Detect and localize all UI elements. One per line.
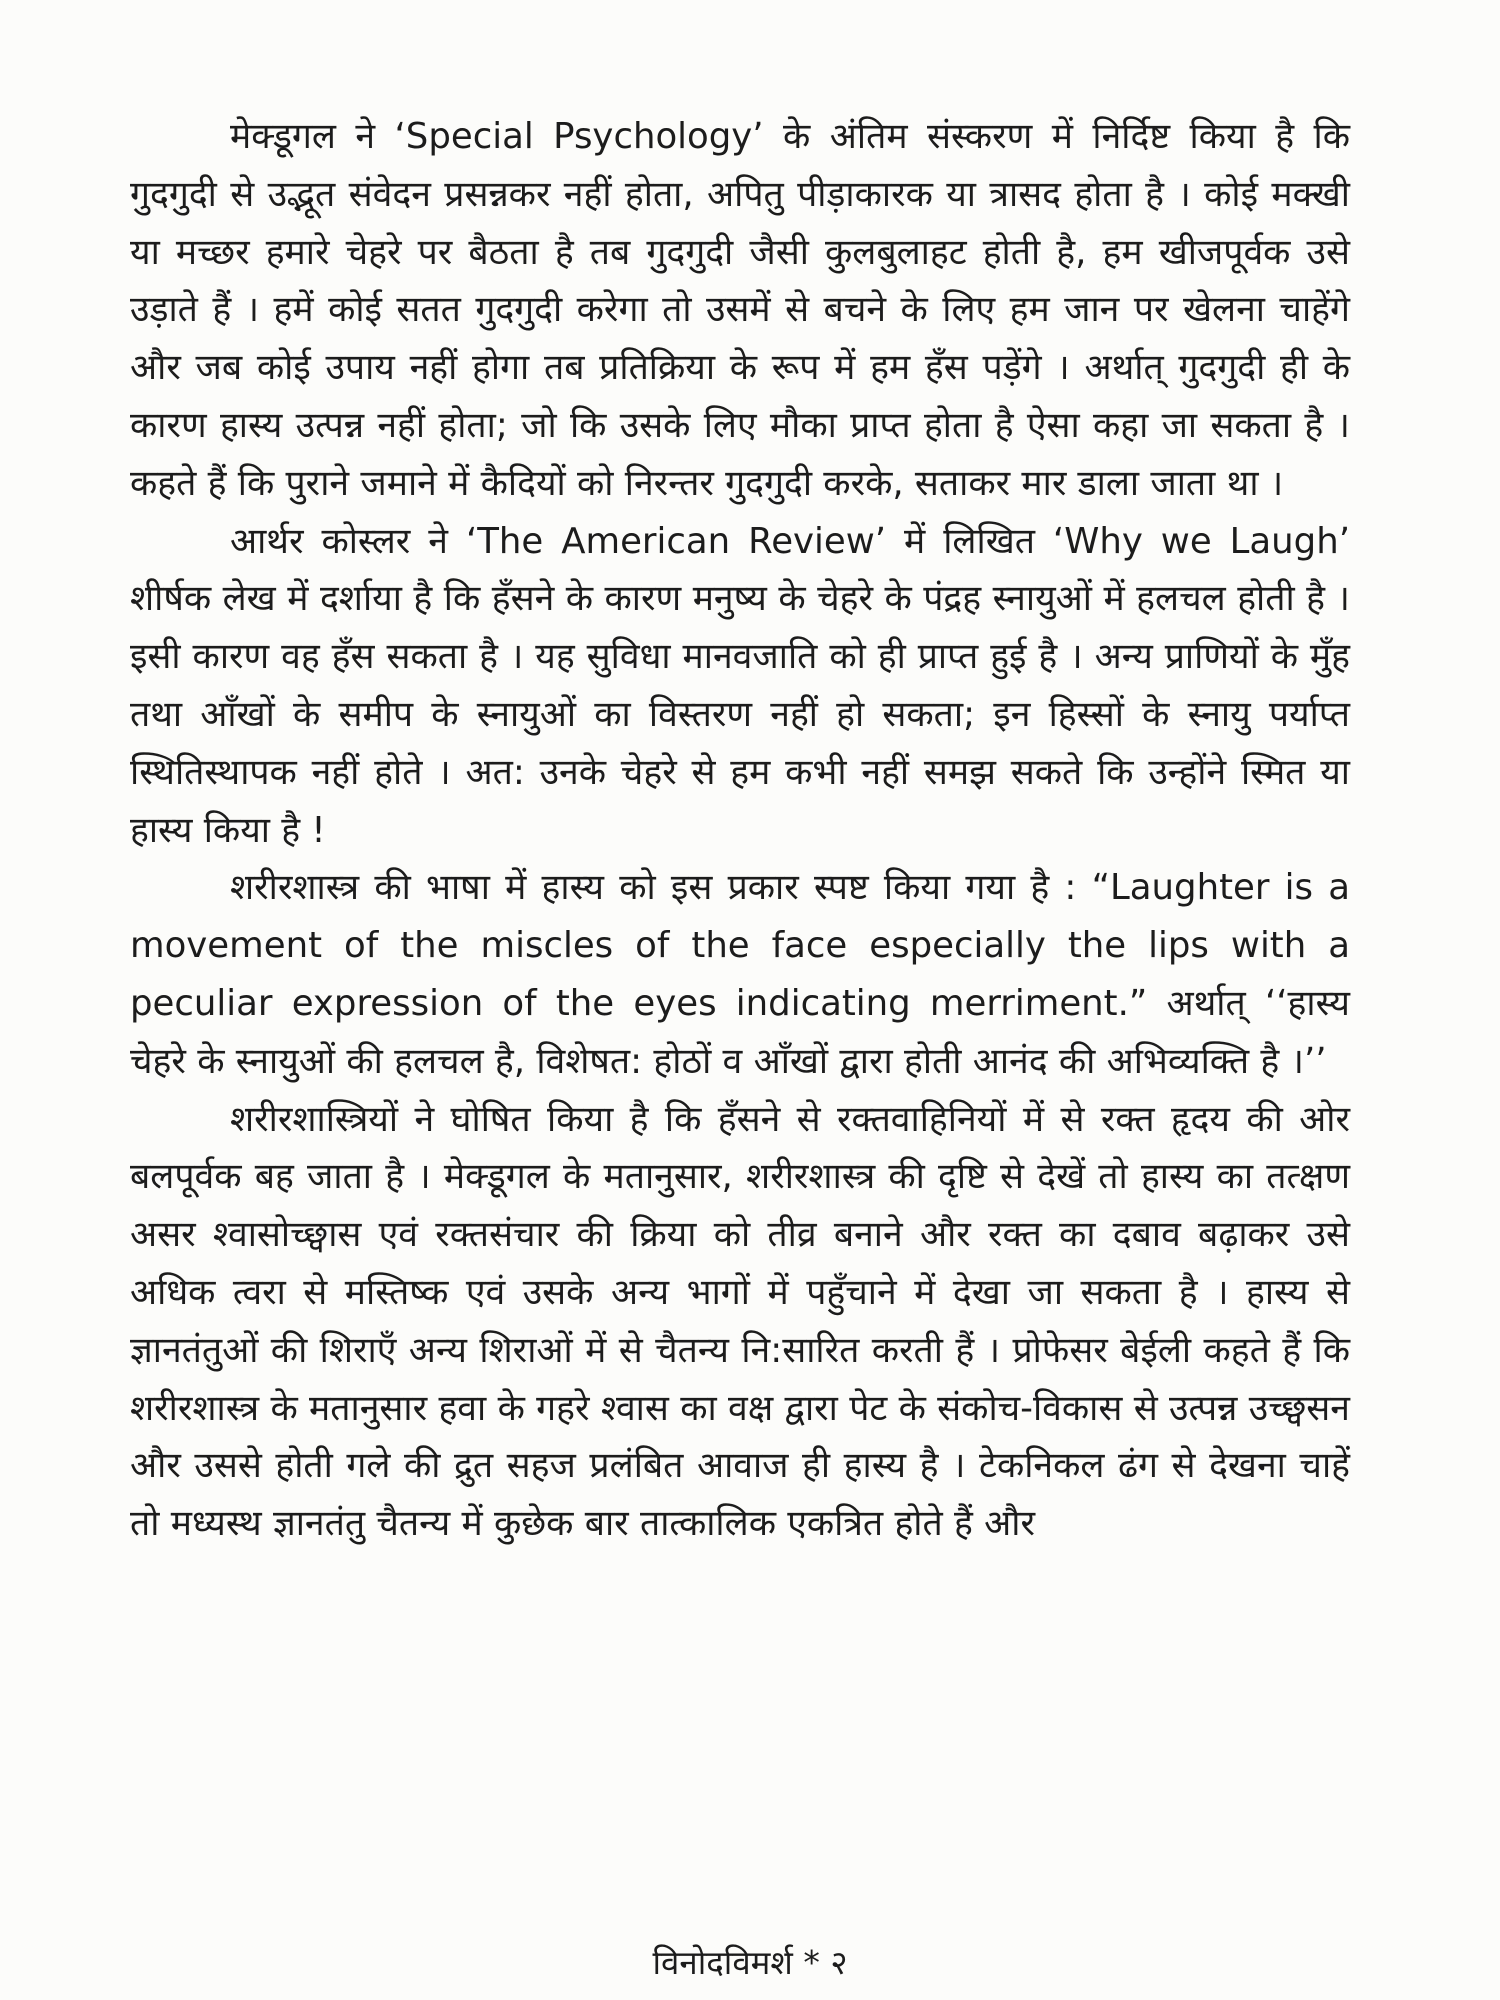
page-body [130, 108, 1350, 1553]
paragraph-physiology-definition: शरीरशास्त्र की भाषा में हास्य को इस प्रकार स्पष्ट किया गया है : “Laughter is a movement of the miscles of the face especially the lips with a peculiar expression of the eyes indicating merriment.” अर्थात् ‘‘हास्य चेहरे के स्नायुओं की हलचल है, विशेषत: होठों व आँखों द्वारा होती आनंद की अभिव्यक्ति है ।’’ [130, 867, 1350, 1082]
paragraph-koestler-why-we-laugh: आर्थर कोस्लर ने ‘The American Review’ में लिखित ‘Why we Laugh’ शीर्षक लेख में दर्शाया है कि हँसने के कारण मनुष्य के चेहरे के पंद्रह स्नायुओं में हलचल होती है । इसी कारण वह हँस सकता है । यह सुविधा मानवजाति को ही प्राप्त हुई है । अन्य प्राणियों के मुँह तथा आँखों के समीप के स्नायुओं का विस्तरण नहीं हो सकता; इन हिस्सों के स्नायु पर्याप्त स्थितिस्थापक नहीं होते । अत: उनके चेहरे से हम कभी नहीं समझ सकते कि उन्होंने स्मित या हास्य किया है ! [130, 520, 1350, 851]
paragraph-mcdougall-tickling: मेक्डूगल ने ‘Special Psychology’ के अंतिम संस्करण में निर्दिष्ट किया है कि गुदगुदी से उद्भूत संवेदन प्रसन्नकर नहीं होता, अपितु पीड़ाकारक या त्रासद होता है । कोई मक्खी या मच्छर हमारे चेहरे पर बैठता है तब गुदगुदी जैसी कुलबुलाहट होती है, हम खीजपूर्वक उसे उड़ाते हैं । हमें कोई सतत गुदगुदी करेगा तो उसमें से बचने के लिए हम जान पर खेलना चाहेंगे और जब कोई उपाय नहीं होगा तब प्रतिक्रिया के रूप में हम हँस पड़ेंगे । अर्थात् गुदगुदी ही के कारण हास्य उत्पन्न नहीं होता; जो कि उसके लिए मौका प्राप्त होता है ऐसा कहा जा सकता है । कहते हैं कि पुराने जमाने में कैदियों को निरन्तर गुदगुदी करके, सताकर मार डाला जाता था । [130, 116, 1350, 504]
paragraph-physiologists-blood-flow: शरीरशास्त्रियों ने घोषित किया है कि हँसने से रक्तवाहिनियों में से रक्त हृदय की ओर बलपूर्वक बह जाता है । मेक्डूगल के मतानुसार, शरीरशास्त्र की दृष्टि से देखें तो हास्य का तत्क्षण असर श्वासोच्छ्वास एवं रक्तसंचार की क्रिया को तीव्र बनाने और रक्त का दबाव बढ़ाकर उसे अधिक त्वरा से मस्तिष्क एवं उसके अन्य भागों में पहुँचाने में देखा जा सकता है । हास्य से ज्ञानतंतुओं की शिराएँ अन्य शिराओं में से चैतन्य नि:सारित करती हैं । प्रोफेसर बेईली कहते हैं कि शरीरशास्त्र के मतानुसार हवा के गहरे श्वास का वक्ष द्वारा पेट के संकोच-विकास से उत्पन्न उच्छ्वसन और उससे होती गले की द्रुत सहज प्रलंबित आवाज ही हास्य है । टेकनिकल ढंग से देखना चाहें तो मध्यस्थ ज्ञानतंतु चैतन्य में कुछेक बार तात्कालिक एकत्रित होते हैं और [130, 1098, 1350, 1545]
page-footer: विनोदविमर्श * २ [652, 1943, 848, 1982]
